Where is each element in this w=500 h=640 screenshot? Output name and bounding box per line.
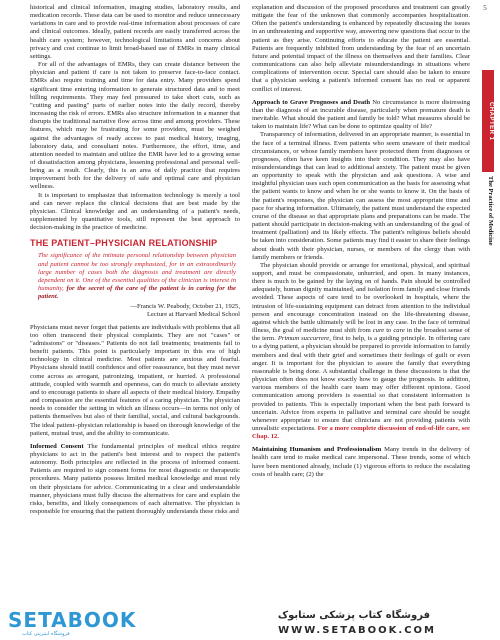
paragraph-text: The physician should provide or arrange for emotional, physical, and spiritual support, and must be compassionate, unhurried, and open. In many instances, there is much to be gained by the laying on of hands. Pain should be controlled adequately, human dignity maintained, and isolation from family and close friends avoided. These aspects of care tend to be overlooked in hospitals, where the intrusion of life-sustaining equipment can detract from attention to the individual person and encourage concentration instead on the life-threatening disease, against which the battle ultimately will be lost in any case. In the face of terminal illness, the goal of medicine must shift from xyxy=(252,261,470,335)
epigraph-text: The significance of the intimate personal relationship between physician and patient cannot be too strongly emphasized, for in an extraordinarily large number of cases both the diagnosis and treatment are directly dependent on it. One of the essential qualities of the clinician is interest in humanity, xyxy=(38,252,236,292)
epigraph-attribution xyxy=(30,303,240,319)
chapter-title-vertical: The Practice of Medicine xyxy=(487,176,494,246)
paragraph: Transparency of information, delivered in an appropriate manner, is essential in the face of a terminal illness. Even patients who seem unaware of their medical circumstances, or whose family members have protected them from diagnoses or prognoses, often have keen insights into their condition. They may also have misunderstandings that can lead to additional anxiety. The patient must be given an opportunity to speak with the physician and ask questions. A wise and insightful physician uses such open communication as the basis for assessing what the patient wants to know and when he or she wants to know it. On the basis of the patient's responses, the physician can assess the most appropriate time and pace for sharing information. Ultimately, the patient must understand the expected course of the disease so that appropriate plans and preparations can be made. The patient should participate in decision-making with an understanding of the goal of treatment (palliation) and its likely effects. The patient's religious beliefs should be taken into consideration. Some patients may find it easier to share their feelings about death with their physician, nurses, or members of the clergy than with family members or friends. xyxy=(252,131,470,261)
paragraph-text: first to help, is a guiding principle. In offering care to a dying patient, a physician should be prepared to provide information to family members and deal with their grief and sometimes their feelings of guilt or even anger. It is important for the physician to assure the family that everything reasonable is being done. A substantial challenge in these discussions is that the physician often does not know exactly how to gauge the prognosis. In addition, various members of the health care team may offer different opinions. Good communication among providers is essential so that consistent information is provided to patients. This is especially important when the best path forward is uncertain. Advice from experts in palliative and terminal care should be sought whenever appropriate to ensure that clinicians are not providing patients with unrealistic expectations. xyxy=(252,335,470,432)
watermark-url: WWW.SETABOOK.COM xyxy=(278,625,436,636)
right-column xyxy=(252,4,470,479)
cross-reference-link[interactable]: For a more complete discussion of end-of-life care, see Chap. 12. xyxy=(252,424,470,441)
paragraph: It is important to emphasize that information technology is merely a tool and can never replace the clinical decisions that are best made by the physician. Clinical knowledge and an understanding of a patient's needs, supplemented by quantitative tools, still represent the best approach to decision-making in the practice of medicine. xyxy=(30,191,240,232)
watermark-persian-text: فروشگاه کتاب پزشکی ستابوک xyxy=(277,610,430,621)
attribution-line: Lecture at Harvard Medical School xyxy=(146,311,240,319)
page-number: 5 xyxy=(483,4,487,12)
paragraph-informed-consent xyxy=(30,443,240,516)
watermark-logo-subtitle: فروشگاه اینترنتی کتاب xyxy=(22,631,70,637)
watermark-banner xyxy=(0,606,500,640)
paragraph-text: The fundamental principles of medical ethics require physicians to act in the patient's best interest and to respect the patient's autonomy. Both principles are reflected in the process of informed consent. Patients are required to sign consent forms for most diagnostic or therapeutic procedures. Many patients possess limited medical knowledge and must rely on their physicians for advice. Communicating in a clear and understandable manner, physicians must fully discuss the alternatives for care and explain the risks, benefits, and likely consequences of each alternative. The physician is responsible for ensuring that the patient thoroughly understands these risks and xyxy=(30,442,241,516)
paragraph: Physicians must never forget that patients are individuals with problems that all too often transcend their physical complaints. They are not "cases" or "admissions" or "diseases." Patients do not fail treatments; treatments fail to benefit patients. This point is particularly important in this era of high technology in clinical medicine. Most patients are anxious and fearful. Physicians should instill confidence and offer reassurance, but they must never come across as arrogant, patronizing, impatient, or hurried. A professional attitude, coupled with warmth and openness, can do much to alleviate anxiety and to encourage patients to share all aspects of their medical history. Empathy and compassion are the essential features of a caring physician. The physician needs to consider the setting in which an illness occurs—in terms not only of patients themselves but also of their familial, social, and cultural backgrounds. The ideal patient–physician relationship is based on thorough knowledge of the patient, mutual trust, and the ability to communicate. xyxy=(30,323,240,437)
paragraph: explanation and discussion of the proposed procedures and treatment can greatly mitigate the fear of the unknown that commonly accompanies hospitalization. Often the patient's understanding is enhanced by repeatedly discussing the issues in an unthreatening and supportive way, answering new questions that occur to the patient as they arise. Continuing efforts to educate the patient are essential. Patients are frequently inhibited from understanding by the fear of an uncertain future and potential impact of the illness on themselves and their families. Clear communications can also help alleviate misunderstandings in situations where complications of intervention occur. Special care should also be taken to ensure that a physician seeking a patient's informed consent has no real or apparent conflict of interest. xyxy=(252,4,470,93)
paragraph-support xyxy=(252,262,470,441)
paragraph-humanism xyxy=(252,446,470,479)
runin-heading: Informed Consent xyxy=(30,442,84,450)
runin-heading: Approach to Grave Prognoses and Death xyxy=(252,98,371,106)
epigraph xyxy=(38,252,236,301)
section-heading: THE PATIENT–PHYSICIAN RELATIONSHIP xyxy=(30,238,218,249)
epigraph-emphasis: for the secret of the care of the patient is in caring for the patient. xyxy=(38,285,236,301)
watermark-logo: SETABOOK xyxy=(8,608,137,632)
chapter-label: CHAPTER 1 xyxy=(488,101,494,141)
paragraph-text: No circumstance is more distressing than the diagnosis of an incurable disease, particularly when premature death is inevitable. What should the patient and family be told? What measures should be taken to maintain life? What can be done to optimize quality of life? xyxy=(252,98,470,131)
runin-heading: Maintaining Humanism and Professionalism xyxy=(252,446,382,454)
paragraph-grave-prognoses xyxy=(252,99,470,132)
emphasis-cure: cure xyxy=(372,327,385,335)
chapter-side-tab xyxy=(482,70,494,172)
paragraph-text: in the broadest sense of the term. xyxy=(252,327,471,343)
left-column xyxy=(30,4,240,516)
paragraph-text: Many trends in the delivery of health care tend to make medical care impersonal. These trends, some of which have been mentioned already, include (1) vigorous efforts to reduce the escalating costs of health care; (2) the xyxy=(252,446,470,478)
attribution-line: —Francis W. Peabody, October 21, 1925, xyxy=(130,303,240,311)
emphasis-care: care xyxy=(393,327,405,335)
paragraph: For all of the advantages of EMRs, they can create distance between the physician and patient if care is not taken to preserve face-to-face contact. EMRs also require training and time for data entry. Many providers spend significant time entering information to generate structured data and to meet billing requirements. They may feel pressured to take short cuts, such as "cutting and pasting" parts of earlier notes into the daily record, thereby increasing the risk of errors. EMRs also structure information in a manner that disrupts the traditional narrative flow across time and among providers. These features, which may be frustrating for some providers, must be weighed against the advantages of ready access to past medical history, imaging, laboratory data, and consultant notes. Furthermore, the effort, time, and attention needed to maintain and utilize the EMR have led to a growing sense of dissatisfaction among physicians, lessening professional and personal well-being as a result. Clearly, this is an area of daily practice that requires improvement both for the delivery of safe and optimal care and physician wellness. xyxy=(30,61,240,191)
paragraph-text: to xyxy=(386,327,392,335)
paragraph: historical and clinical information, imaging studies, laboratory results, and medication records. These data can be used to monitor and reduce unnecessary variations in care and to provide real-time information about processes of care and clinical outcomes. Ideally, patient records are easily transferred across the health care system; however, technological limitations and concerns about privacy and cost continue to limit broad-based use of EMRs in many clinical settings. xyxy=(30,4,240,60)
emphasis-latin: Primum succurrere, xyxy=(277,335,331,343)
